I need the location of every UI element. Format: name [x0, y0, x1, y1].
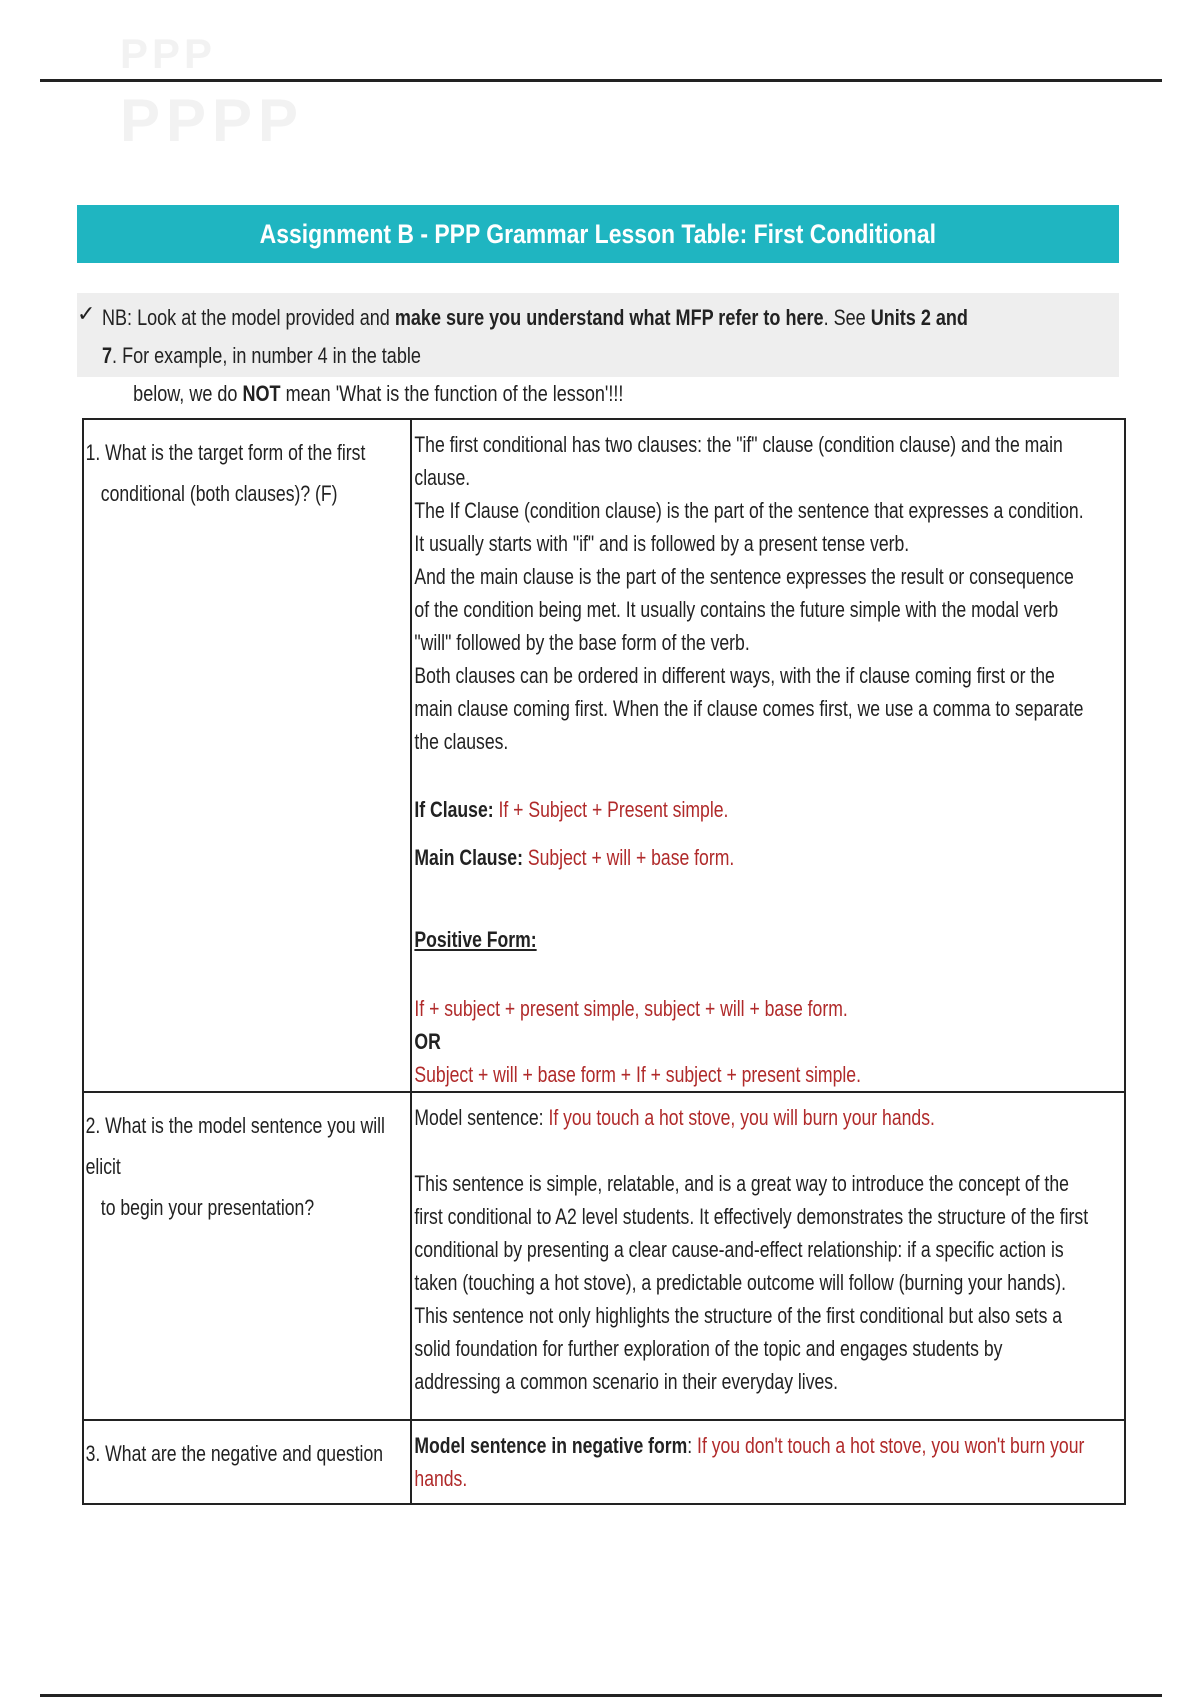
question-cell — [83, 1420, 411, 1504]
instruction-text — [102, 299, 971, 413]
note-part3: . For example, in number 4 in the table — [112, 343, 421, 368]
lesson-table — [82, 418, 1126, 1505]
question-2-line2: to begin your presentation? — [100, 1195, 315, 1220]
note-part4: below, we do — [133, 381, 243, 406]
assignment-title-banner — [77, 205, 1119, 263]
question-1-line1: 1. What is the target form of the first — [85, 440, 366, 465]
question-cell — [83, 1092, 411, 1420]
if-clause-value: If + Subject + Present simple. — [493, 797, 729, 822]
note-part1: NB: Look at the model provided and — [102, 305, 395, 330]
checkmark-icon: ✓ — [77, 301, 96, 326]
instruction-note — [77, 293, 1119, 406]
positive-form-2: Subject + will + base form + If + subject + present simple. — [414, 1062, 861, 1087]
answer-cell — [411, 419, 1125, 1092]
question-cell — [83, 419, 411, 1092]
header-watermark-line2: PPPP — [120, 87, 305, 154]
model-sentence: If you touch a hot stove, you will burn your hands. — [548, 1105, 935, 1130]
answer-cell — [411, 1420, 1125, 1504]
table-row — [83, 1092, 1125, 1420]
model-sentence-label: Model sentence: — [414, 1105, 549, 1130]
negative-form-colon: : — [687, 1433, 698, 1458]
main-clause-label: Main Clause: — [414, 845, 523, 870]
note-part5: mean 'What is the function of the lesson'!!! — [280, 381, 624, 406]
or-label: OR — [414, 1029, 441, 1054]
top-divider — [40, 79, 1162, 82]
answer-cell — [411, 1092, 1125, 1420]
main-clause-value: Subject + will + base form. — [522, 845, 735, 870]
answer-1-paragraph: Both clauses can be ordered in different ways, with the if clause coming first or the main clause coming first. When the if clause comes first, we use a comma to separate the clauses. — [414, 663, 1084, 754]
table-row — [83, 419, 1125, 1092]
note-part2: . See — [823, 305, 871, 330]
positive-form-1: If + subject + present simple, subject + will + base form. — [414, 996, 848, 1021]
note-bold1: make sure you understand what MFP refer to here — [394, 305, 824, 330]
question-3-line1: 3. What are the negative and question — [85, 1441, 384, 1466]
question-1-line2: conditional (both clauses)? (F) — [100, 481, 338, 506]
header-watermark — [120, 30, 480, 160]
positive-form-label: Positive Form: — [414, 927, 537, 952]
answer-1-paragraph: The If Clause (condition clause) is the part of the sentence that expresses a condition. It usually starts with "if" and is followed by a present tense verb. — [414, 498, 1084, 556]
model-sentence-explanation: This sentence is simple, relatable, and is a great way to introduce the concept of the first conditional to A2 level students. It effectively demonstrates the structure of the first conditional by presenting a clear cause-and-effect relationship: if a specific action is taken (touching a hot stove), a predictable outcome will follow (burning your hands). This sentence not only highlights the structure of the first conditional but also sets a solid foundation for further exploration of the topic and engages students by addressing a common scenario in their everyday lives. — [414, 1171, 1089, 1394]
note-bold2: Units 2 and 7 — [102, 305, 968, 368]
negative-form-label: Model sentence in negative form — [414, 1433, 688, 1458]
negative-sentence: If you don't touch a hot stove, you won't burn your hands. — [414, 1433, 1085, 1491]
if-clause-label: If Clause: — [414, 797, 494, 822]
bottom-divider — [40, 1694, 1162, 1697]
note-bold3: NOT — [242, 381, 281, 406]
answer-1-paragraph: The first conditional has two clauses: the "if" clause (condition clause) and the main clause. — [414, 432, 1063, 490]
question-2-line1: 2. What is the model sentence you will elicit — [85, 1113, 385, 1179]
answer-1-paragraph: And the main clause is the part of the sentence expresses the result or consequence of the condition being met. It usually contains the future simple with the modal verb "will" followed by the base form of the verb. — [414, 564, 1074, 655]
assignment-title: Assignment B - PPP Grammar Lesson Table: First Conditional — [259, 218, 937, 249]
table-row — [83, 1420, 1125, 1504]
header-watermark-line1: PPP — [120, 30, 217, 77]
